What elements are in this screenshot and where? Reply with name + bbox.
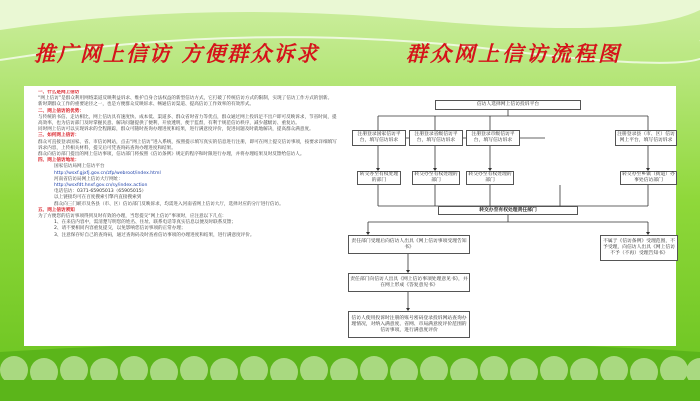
paragraph: http://wsxfdt.hnxf.gov.cn/sy/index.action [54, 183, 148, 189]
paragraph: http://wsxf.gjxfj.gov.cn/zfp/webroot/index.html [54, 170, 161, 176]
paragraph: 群众可直接登录国家、省、市信访网站，点击“网上信访”进入系统，按照提示填写真实的信息进行注册，即可在网上提交信访事项，按要求详细填写诉求内容，上传相关材料，提交后可凭查询码查询办理进度和结果。 [38, 139, 337, 151]
paragraph: 2、请不要相同内容重复提交，以免影响您信访事项的正常办理； [54, 226, 186, 232]
paragraph: 1、在来信内容中，需清楚写明您的姓名、住址、联系电话等真实信息以便及时联系反馈； [54, 220, 237, 226]
paragraph: 3、注意保存好自己的查询码，通过查询码及时查看信访事项的办理进度和结果，进行满意度评价。 [54, 232, 255, 238]
section-heading: 四、网上信访地址： [38, 158, 80, 164]
flow-transfer-d: 转交办至乡镇（街道）办事处信访部门 [620, 171, 677, 185]
paragraph: 同时网上信访可以实现诉求的全程跟踪，群众可随时查询办理进度和结果，进行满意度评价，促进问题及时就地解决，提高群众满意度。 [38, 127, 314, 133]
flow-transfer-a: 转交办至有权处理的部门 [357, 171, 401, 185]
paragraph: “网上信访”是群众利用网络渠道反映利益诉求、维护自身合法权益的新型信访方式，它打破了传统信访方式的限制，实现了信访工作方式的创新。 [38, 96, 333, 102]
left-text-column [38, 90, 338, 340]
flow-transfer-main: 转交办至有权处理责任部门 [438, 206, 578, 215]
paragraph: 与传统的书信、走访相比，网上信访具有速度快、成本低、渠道多、群众省时省力等优点，群众通过网上投诉足不出户即可反映诉求，节省时间，提高效率，也为信访部门及时掌握民意、解决问题提供了便利，开放透明，便于监督，有利于规范信访秩序，减少越级访、重复访。 [38, 114, 337, 127]
flow-register-national: 注册登录国家信访平台，填写信访诉求 [352, 130, 406, 146]
paragraph: 新时期群众工作的重要途径之一，也是方便群众反映诉求、畅通信访渠道、提高信访工作效率的有效形式。 [38, 102, 254, 108]
paragraph: 电话信访：0371-65905013（65905015） [54, 189, 147, 195]
flow-register-city: 注册登录市级信访平台，填写信访诉求 [466, 130, 520, 146]
flow-transfer-b: 转交办至有权处理的部门 [412, 171, 460, 185]
flow-start: 信访人选择网上信访投诉平台 [435, 100, 581, 110]
paragraph: 为了方便您的信访事项得到及时有效的办理，当您提交“网上信访”事项时，应注意以下几点： [38, 214, 227, 220]
right-title: 群众网上信访流程图 [406, 41, 622, 66]
left-title: 推广网上信访 方便群众诉求 [34, 41, 320, 66]
flow-reject: 不属于《信访条例》受理范围，不予受理，向信访人出具《网上信访不予（不再）受理告知书》 [600, 235, 678, 261]
paragraph: 群众向三门峡市及各县（市、区）信访部门反映诉求，均需进入河南省网上信访大厅，选择对应的分厅进行信访。 [54, 201, 284, 207]
flow-evaluation: 信访人使用投诉时注册的账号密码登录投诉网站查询办理情况，对纳入满意度、省网、市局满意度评价范围的信访事项，进行满意度评价 [348, 311, 470, 338]
paragraph: 以上链接均可在百度搜索引擎内直接搜索到 [54, 195, 142, 201]
section-heading: 二、网上信访的优势： [38, 108, 84, 114]
flow-transfer-c: 转交办至有权处理的部门 [466, 171, 514, 185]
section-heading: 一、什么是网上信访 [38, 90, 80, 95]
section-heading: 三、如何网上信访： [38, 133, 80, 139]
flow-accept: 责任部门受理后向信访人出具《网上信访事项受理告知书》 [348, 235, 470, 254]
flow-register-province: 注册登录省级信访平台，填写信访诉求 [409, 130, 463, 146]
flow-register-county: 注册登录县（市、区）信访网上平台，填写信访诉求 [615, 130, 677, 146]
paragraph: 河南省信访局网上信访大厅网址： [54, 176, 123, 182]
paragraph: 国家信访局网上信访平台 [54, 164, 105, 170]
section-heading: 五、网上信访须知 [38, 207, 75, 213]
flow-reply: 责任部门向信访人出具《网上信访事项处理意见书》，并在网上形成《答复意见书》 [348, 273, 470, 292]
paragraph: 群众向信访部门提出的网上信访事项，信访部门将按照《信访条例》规定的程序和时限进行办理，并将办理结果及时反馈给信访人。 [38, 152, 305, 158]
